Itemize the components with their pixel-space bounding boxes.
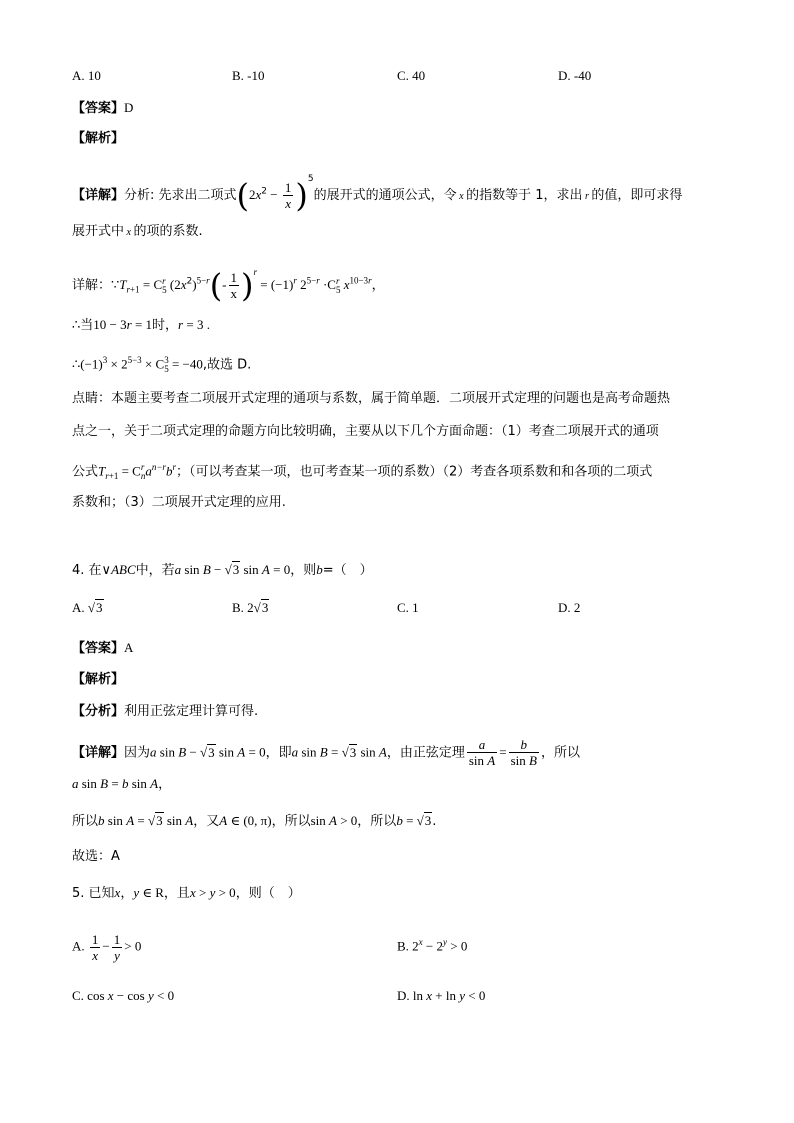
comment-text: 公式 [72,464,99,480]
detail-text: 的指数等于 1，求出 [466,188,583,203]
q5-choice-a[interactable]: A. $\frac{1}{x}$ − $\frac{1}{y}$ > 0 [72,932,142,963]
stem-text: 中，若 [135,563,175,578]
stem-text: =（ ） [322,563,373,578]
answer-value: D [124,100,134,115]
q5-stem: 5. 已知x，y ∈ R，且x > y > 0，则（ ） [72,885,301,901]
q4-analysis-tag: 【解析】 [72,672,125,687]
answer-tag: 【答案】 [72,641,125,656]
conclusion-text: ,故选 D. [202,357,252,373]
q3-analysis-tag: 【解析】 [72,131,125,146]
q5-choice-c[interactable]: C. cos x − cos y < 0 [72,988,175,1003]
q3-comment-line2: 点之一，关于二项式定理的命题方向比较明确，主要从以下几个方面命题：（1）考查二项展开式的通项 [72,424,659,439]
q4-choice-b[interactable]: B. 2√3 [232,600,269,615]
detail-text: 展开式中 [72,224,125,239]
comment-text: ；（可以考查某一项，也可考查某一项的系数）（2）考查各项系数和和各项的二项式 [175,464,653,480]
q4-choice-c[interactable]: C. 1 [397,600,419,615]
detail-text: 的值，即可求得 [591,188,683,203]
when-text: 时， [152,318,179,333]
detail-text: 分析: 先求出二项式 [124,188,237,203]
detail-text: 的展开式的通项公式，令 [313,188,457,203]
q3-choice-c[interactable]: C. 40 [397,68,426,83]
q4-answer [72,639,133,658]
q3-comment-line4: 系数和；（3）二项展开式定理的应用. [72,495,286,510]
q5-choice-b[interactable]: B. $2^x - 2^y > 0$ [397,937,468,954]
fenxi-tag: 【分析】 [72,704,125,719]
q5-choice-d[interactable]: D. ln x + ln y < 0 [397,988,486,1003]
q4-fenxi [72,703,258,721]
q3-when-line: ∴当10 − 3r = 1时，r = 3 . [72,317,210,333]
q3-solution-formula: 详解：$\because T_{r+1} = C$ r 5 $(2x^2)^{5-r}(-$ $\frac{1}{x}$ )$^r = (-1)^r$ $2^{5-r} \cdot C$ r 5 $x^{10-3r}$， [72,266,385,305]
q3-choice-b[interactable]: B. -10 [232,68,265,83]
q3-comment-line3: 公式$T_{r+1} = C$ r n $a^{n-r}b^r$；（可以考查某一项，也可考查某一项的系数）（2）考查各项系数和和各项的二项式 [72,461,653,481]
fenxi-text: 利用正弦定理计算可得. [124,704,259,719]
q4-choice-d[interactable]: D. 2 [558,600,581,615]
when-text: ∴当 [72,318,94,333]
q4-final: 故选：A [72,849,120,864]
answer-value: A [124,640,134,655]
q3-conclusion: $\therefore(-1)^3 \times 2^{5-3} \times C$ 3 5 = −40,故选 D. [72,354,252,374]
q3-answer [72,99,133,118]
q3-choice-d[interactable]: D. -40 [558,68,592,83]
q3-comment-line1: 点睛：本题主要考查二项展开式定理的通项与系数，属于简单题．二项展开式定理的问题也是高考命题热 [72,391,671,406]
q4-stem: 4. 在∨ABC中，若a sin B − √3 sin A = 0，则b=（ ） [72,562,373,578]
detail-text: 的项的系数. [133,224,203,239]
stem-text: ，则 [290,563,317,578]
q4-choice-a[interactable]: A. √3 [72,600,103,615]
solution-label: 详解： [72,278,112,293]
q3-detail-line1: 【详解】分析: 先求出二项式($2x^2$ − $\frac{1}{x}$ )$^5$的展开式的通项公式，令 x 的指数等于 1，求出 r 的值，即可求得 [72,174,683,215]
q3-detail-line2: 展开式中 x 的项的系数. [72,224,203,239]
answer-tag: 【答案】 [72,101,125,116]
detail-tag: 【详解】 [72,188,125,203]
q3-choice-a[interactable]: A. 10 [72,68,101,83]
q4-detail-line3: 所以b sin A = √3 sin A，又A ∈ (0, π)，所以sin A > 0，所以b = √3. [72,813,437,829]
q4-detail-line2: a sin B = b sin A， [72,776,172,791]
detail-tag: 【详解】 [72,745,125,761]
stem-text: 4. 在 [72,563,102,578]
q4-detail-line1: 【详解】因为a sin B − √3 sin A = 0，即a sin B = √3 sin A，由正弦定理 $\frac{a}{\text{sin A}}$ = $\frac{b}{\text{sin B}}$ ，所以 [72,737,580,768]
